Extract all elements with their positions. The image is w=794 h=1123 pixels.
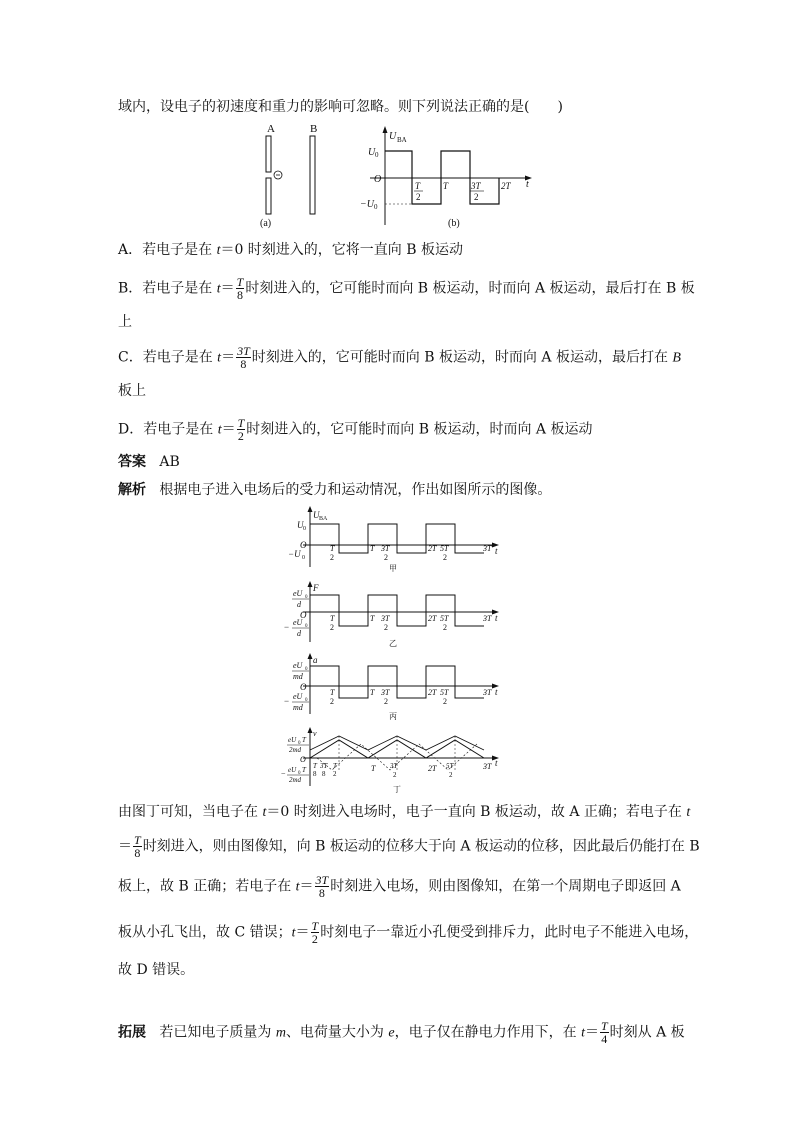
- svg-text:2T: 2T: [428, 544, 437, 553]
- caption-ding: 丁: [393, 785, 401, 794]
- graph-ding: [283, 726, 513, 798]
- svg-text:T: T: [313, 762, 317, 770]
- svg-text:2: 2: [416, 192, 421, 202]
- svg-text:md: md: [293, 672, 303, 681]
- svg-text:T: T: [302, 766, 306, 774]
- svg-text:2: 2: [393, 771, 397, 779]
- svg-text:T: T: [330, 614, 335, 623]
- svg-text:3T: 3T: [483, 614, 492, 623]
- svg-text:md: md: [293, 703, 303, 712]
- explanation-line-3: 板上，故 B 正确；若电子在 t＝ $\frac{3T}{8}$ 时刻进入电场，则由图像知，在第一个周期电子即返回 A: [118, 873, 681, 900]
- caption-bing: 丙: [389, 712, 397, 721]
- svg-text:2md: 2md: [289, 746, 302, 754]
- svg-text:0: 0: [374, 203, 378, 211]
- option-b: B．若电子是在 t＝ $\frac{T}{8}$ 时刻进入的，它可能时而向 B 板运动，时而向 A 板运动，最后打在 B 板: [118, 275, 695, 302]
- answer-line: 答案 AB: [118, 454, 180, 470]
- svg-text:2: 2: [330, 623, 334, 632]
- svg-text:0: 0: [375, 151, 379, 159]
- svg-text:O: O: [300, 540, 307, 550]
- svg-text:t: t: [495, 546, 498, 556]
- svg-text:2: 2: [384, 553, 388, 562]
- svg-text:T: T: [415, 181, 421, 191]
- svg-text:2: 2: [330, 553, 334, 562]
- svg-text:−U: −U: [360, 199, 374, 210]
- svg-text:T: T: [330, 688, 335, 697]
- svg-text:2T: 2T: [501, 181, 511, 191]
- svg-text:−: −: [281, 769, 286, 778]
- svg-text:BA: BA: [397, 136, 407, 144]
- svg-text:3T: 3T: [390, 762, 398, 770]
- svg-text:2T: 2T: [428, 764, 437, 773]
- graph-bing: [283, 652, 513, 724]
- caption-a: (a): [260, 218, 272, 229]
- svg-text:−U: −U: [288, 549, 301, 559]
- analysis-line: 解析 根据电子进入电场后的受力和运动情况，作出如图所示的图像。: [118, 482, 552, 498]
- svg-text:eU: eU: [288, 736, 297, 744]
- svg-text:2: 2: [474, 192, 479, 202]
- svg-text:T: T: [371, 764, 376, 773]
- svg-text:t: t: [495, 613, 498, 623]
- option-d: D．若电子是在 t＝ $\frac{T}{2}$ 时刻进入的，它可能时而向 B 板运动，时而向 A 板运动: [118, 416, 593, 443]
- svg-text:U: U: [368, 147, 376, 158]
- svg-text:eU: eU: [293, 589, 303, 598]
- svg-text:8: 8: [313, 770, 317, 778]
- svg-text:U: U: [313, 510, 320, 520]
- svg-text:2: 2: [443, 623, 447, 632]
- svg-text:t: t: [495, 758, 498, 768]
- svg-text:0: 0: [305, 595, 308, 600]
- svg-text:eU: eU: [293, 618, 303, 627]
- caption-jia: 甲: [389, 564, 397, 573]
- svg-text:O: O: [374, 174, 382, 185]
- svg-text:d: d: [297, 629, 301, 638]
- svg-text:eU: eU: [293, 692, 303, 701]
- option-b-cont: 上: [118, 314, 132, 330]
- svg-text:5T: 5T: [440, 544, 449, 553]
- caption-b: (b): [448, 218, 460, 229]
- svg-text:t: t: [495, 687, 498, 697]
- graph-yi: [283, 580, 513, 652]
- svg-text:2T: 2T: [428, 688, 437, 697]
- svg-text:2: 2: [330, 697, 334, 706]
- svg-text:3T: 3T: [483, 762, 492, 771]
- explanation-line-5: 故 D 错误。: [118, 962, 195, 978]
- svg-text:T: T: [370, 688, 375, 697]
- svg-text:U: U: [389, 131, 397, 142]
- caption-yi: 乙: [389, 639, 397, 648]
- svg-text:eU: eU: [288, 766, 297, 774]
- svg-text:F: F: [313, 583, 319, 593]
- svg-text:5T: 5T: [446, 762, 454, 770]
- svg-text:O: O: [300, 755, 306, 764]
- svg-text:a: a: [313, 655, 318, 665]
- svg-text:T: T: [370, 614, 375, 623]
- svg-text:0: 0: [298, 741, 301, 746]
- svg-text:T: T: [330, 544, 335, 553]
- svg-text:2md: 2md: [289, 776, 302, 784]
- svg-text:3T: 3T: [381, 688, 390, 697]
- svg-text:5T: 5T: [440, 688, 449, 697]
- plate-b-label: B: [310, 123, 318, 135]
- svg-text:d: d: [297, 600, 301, 609]
- svg-text:3T: 3T: [483, 688, 492, 697]
- svg-text:0: 0: [303, 526, 306, 532]
- figure-plates: [255, 120, 335, 230]
- extension-line: 拓展 若已知电子质量为 m、电荷量大小为 e，电子仅在静电力作用下，在 t＝ $\frac{T}{4}$ 时刻从 A 板: [118, 1019, 685, 1046]
- option-c: C．若电子是在 t＝ $\frac{3T}{8}$ 时刻进入的，它可能时而向 B 板运动，时而向 A 板运动，最后打在 B: [118, 344, 681, 371]
- svg-text:O: O: [300, 682, 307, 692]
- svg-text:0: 0: [298, 771, 301, 776]
- svg-text:5T: 5T: [440, 614, 449, 623]
- option-c-cont: 板上: [118, 383, 146, 399]
- svg-text:8: 8: [322, 770, 326, 778]
- svg-text:O: O: [300, 610, 307, 620]
- figure-waveform-b: [360, 125, 540, 230]
- svg-text:2: 2: [443, 697, 447, 706]
- svg-text:−: −: [284, 696, 290, 706]
- svg-text:0: 0: [305, 698, 308, 703]
- svg-text:0: 0: [302, 555, 305, 561]
- svg-text:2: 2: [384, 623, 388, 632]
- svg-text:U: U: [297, 520, 304, 530]
- explanation-line-1: 由图丁可知，当电子在 t＝0 时刻进入电场时，电子一直向 B 板运动，故 A 正确；若电子在 t: [118, 804, 691, 820]
- svg-text:2: 2: [449, 771, 453, 779]
- svg-text:3T: 3T: [483, 544, 492, 553]
- svg-text:0: 0: [305, 667, 308, 672]
- svg-text:v: v: [313, 729, 317, 738]
- svg-text:3T: 3T: [381, 544, 390, 553]
- svg-text:3T: 3T: [320, 762, 328, 770]
- svg-text:BA: BA: [319, 516, 328, 522]
- svg-text:T: T: [443, 181, 449, 191]
- svg-text:−: −: [284, 622, 290, 632]
- svg-text:t: t: [526, 179, 529, 190]
- svg-text:T: T: [302, 736, 306, 744]
- svg-text:2T: 2T: [428, 614, 437, 623]
- svg-text:2: 2: [333, 770, 337, 778]
- svg-text:3T: 3T: [471, 181, 481, 191]
- svg-text:3T: 3T: [381, 614, 390, 623]
- svg-text:eU: eU: [293, 661, 303, 670]
- svg-text:T: T: [370, 544, 375, 553]
- plate-a-label: A: [267, 123, 275, 135]
- intro-text: 域内，设电子的初速度和重力的影响可忽略。则下列说法正确的是( ): [118, 99, 563, 115]
- svg-text:T: T: [333, 762, 337, 770]
- option-a: A．若电子是在 t＝0 时刻进入的，它将一直向 B 板运动: [118, 242, 463, 258]
- explanation-line-4: 板从小孔飞出，故 C 错误；t＝ $\frac{T}{2}$ 时刻电子一靠近小孔便受到排斥力，此时电子不能进入电场，: [118, 919, 699, 946]
- graph-jia: [283, 505, 513, 575]
- explanation-line-2: ＝ $\frac{T}{8}$ 时刻进入，则由图像知，向 B 板运动的位移大于向 A 板运动的位移，因此最后仍能打在 B: [118, 833, 700, 860]
- svg-text:2: 2: [384, 697, 388, 706]
- svg-text:0: 0: [305, 624, 308, 629]
- svg-text:2: 2: [443, 553, 447, 562]
